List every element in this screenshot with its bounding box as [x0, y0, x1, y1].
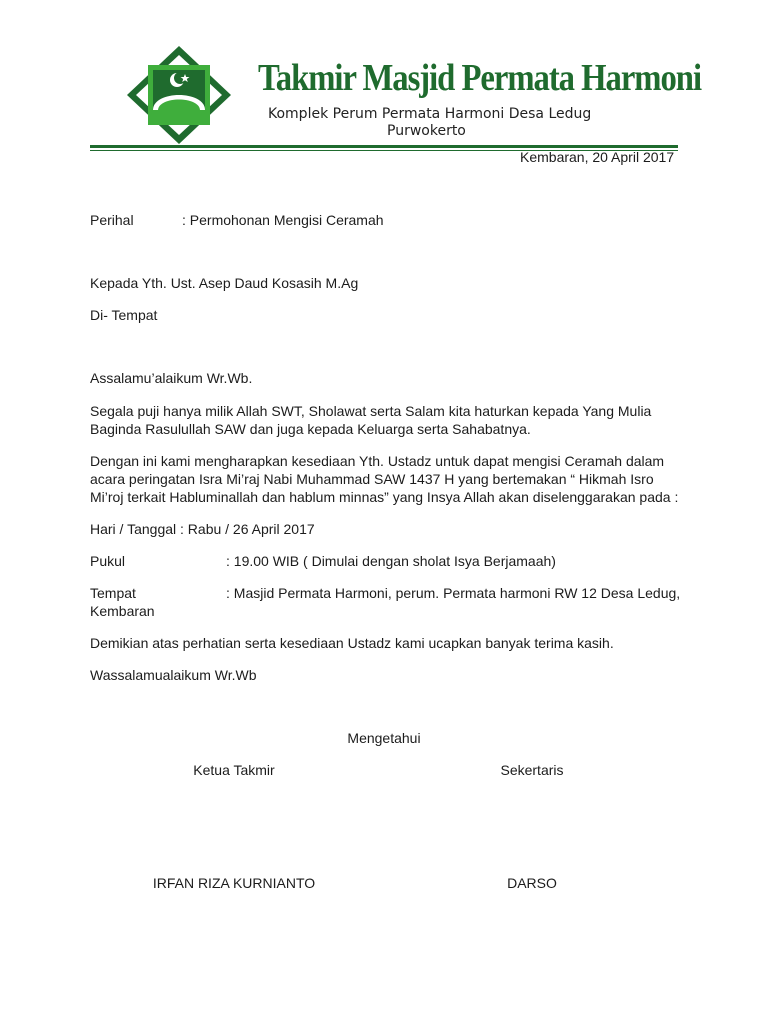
- para1-line2: Baginda Rasulullah SAW dan juga kepada Keluarga serta Sahabatnya.: [90, 421, 531, 437]
- greeting: Assalamu’alaikum Wr.Wb.: [90, 370, 253, 386]
- org-name: Takmir Masjid Permata Harmoni: [258, 57, 701, 99]
- farewell-line: Wassalamualaikum Wr.Wb: [90, 667, 257, 683]
- subject-label: Perihal: [90, 212, 134, 228]
- para2-line3: Mi’roj terkait Habluminallah dan hablum minnas” yang Insya Allah akan diselenggarakan pada :: [90, 489, 679, 505]
- left-signatory-name: IRFAN RIZA KURNIANTO: [152, 875, 316, 891]
- detail-time-label: Pukul: [90, 553, 126, 569]
- para2-line1: Dengan ini kami mengharapkan kesediaan Yth. Ustadz untuk dapat mengisi Ceramah dalam: [90, 453, 665, 469]
- date-line: Kembaran, 20 April 2017: [520, 149, 675, 165]
- detail-venue-label: Tempat: [90, 585, 136, 601]
- org-address-line2: Purwokerto: [387, 123, 466, 139]
- place-line: Di- Tempat: [90, 307, 158, 323]
- acknowledged-label: Mengetahui: [347, 730, 421, 746]
- recipient-line: Kepada Yth. Ust. Asep Daud Kosasih M.Ag: [90, 275, 359, 291]
- detail-venue-value: : Masjid Permata Harmoni, perum. Permata harmoni RW 12 Desa Ledug,: [226, 585, 681, 601]
- mosque-logo-icon: [123, 44, 235, 146]
- right-signatory-title: Sekertaris: [500, 762, 564, 778]
- para1-line1: Segala puji hanya milik Allah SWT, Sholawat serta Salam kita haturkan kepada Yang Mulia: [90, 403, 652, 419]
- detail-time-value: : 19.00 WIB ( Dimulai dengan sholat Isya Berjamaah): [226, 553, 556, 569]
- subject-value: : Permohonan Mengisi Ceramah: [182, 212, 384, 228]
- detail-day-date: Hari / Tanggal : Rabu / 26 April 2017: [90, 521, 315, 537]
- detail-venue-cont: Kembaran: [90, 603, 155, 619]
- right-signatory-name: DARSO: [507, 875, 557, 891]
- para2-line2: acara peringatan Isra Mi’raj Nabi Muhammad SAW 1437 H yang bertemakan “ Hikmah Isro: [90, 471, 654, 487]
- org-address-line1: Komplek Perum Permata Harmoni Desa Ledug: [268, 106, 592, 122]
- left-signatory-title: Ketua Takmir: [193, 762, 275, 778]
- closing-line: Demikian atas perhatian serta kesediaan Ustadz kami ucapkan banyak terima kasih.: [90, 635, 614, 651]
